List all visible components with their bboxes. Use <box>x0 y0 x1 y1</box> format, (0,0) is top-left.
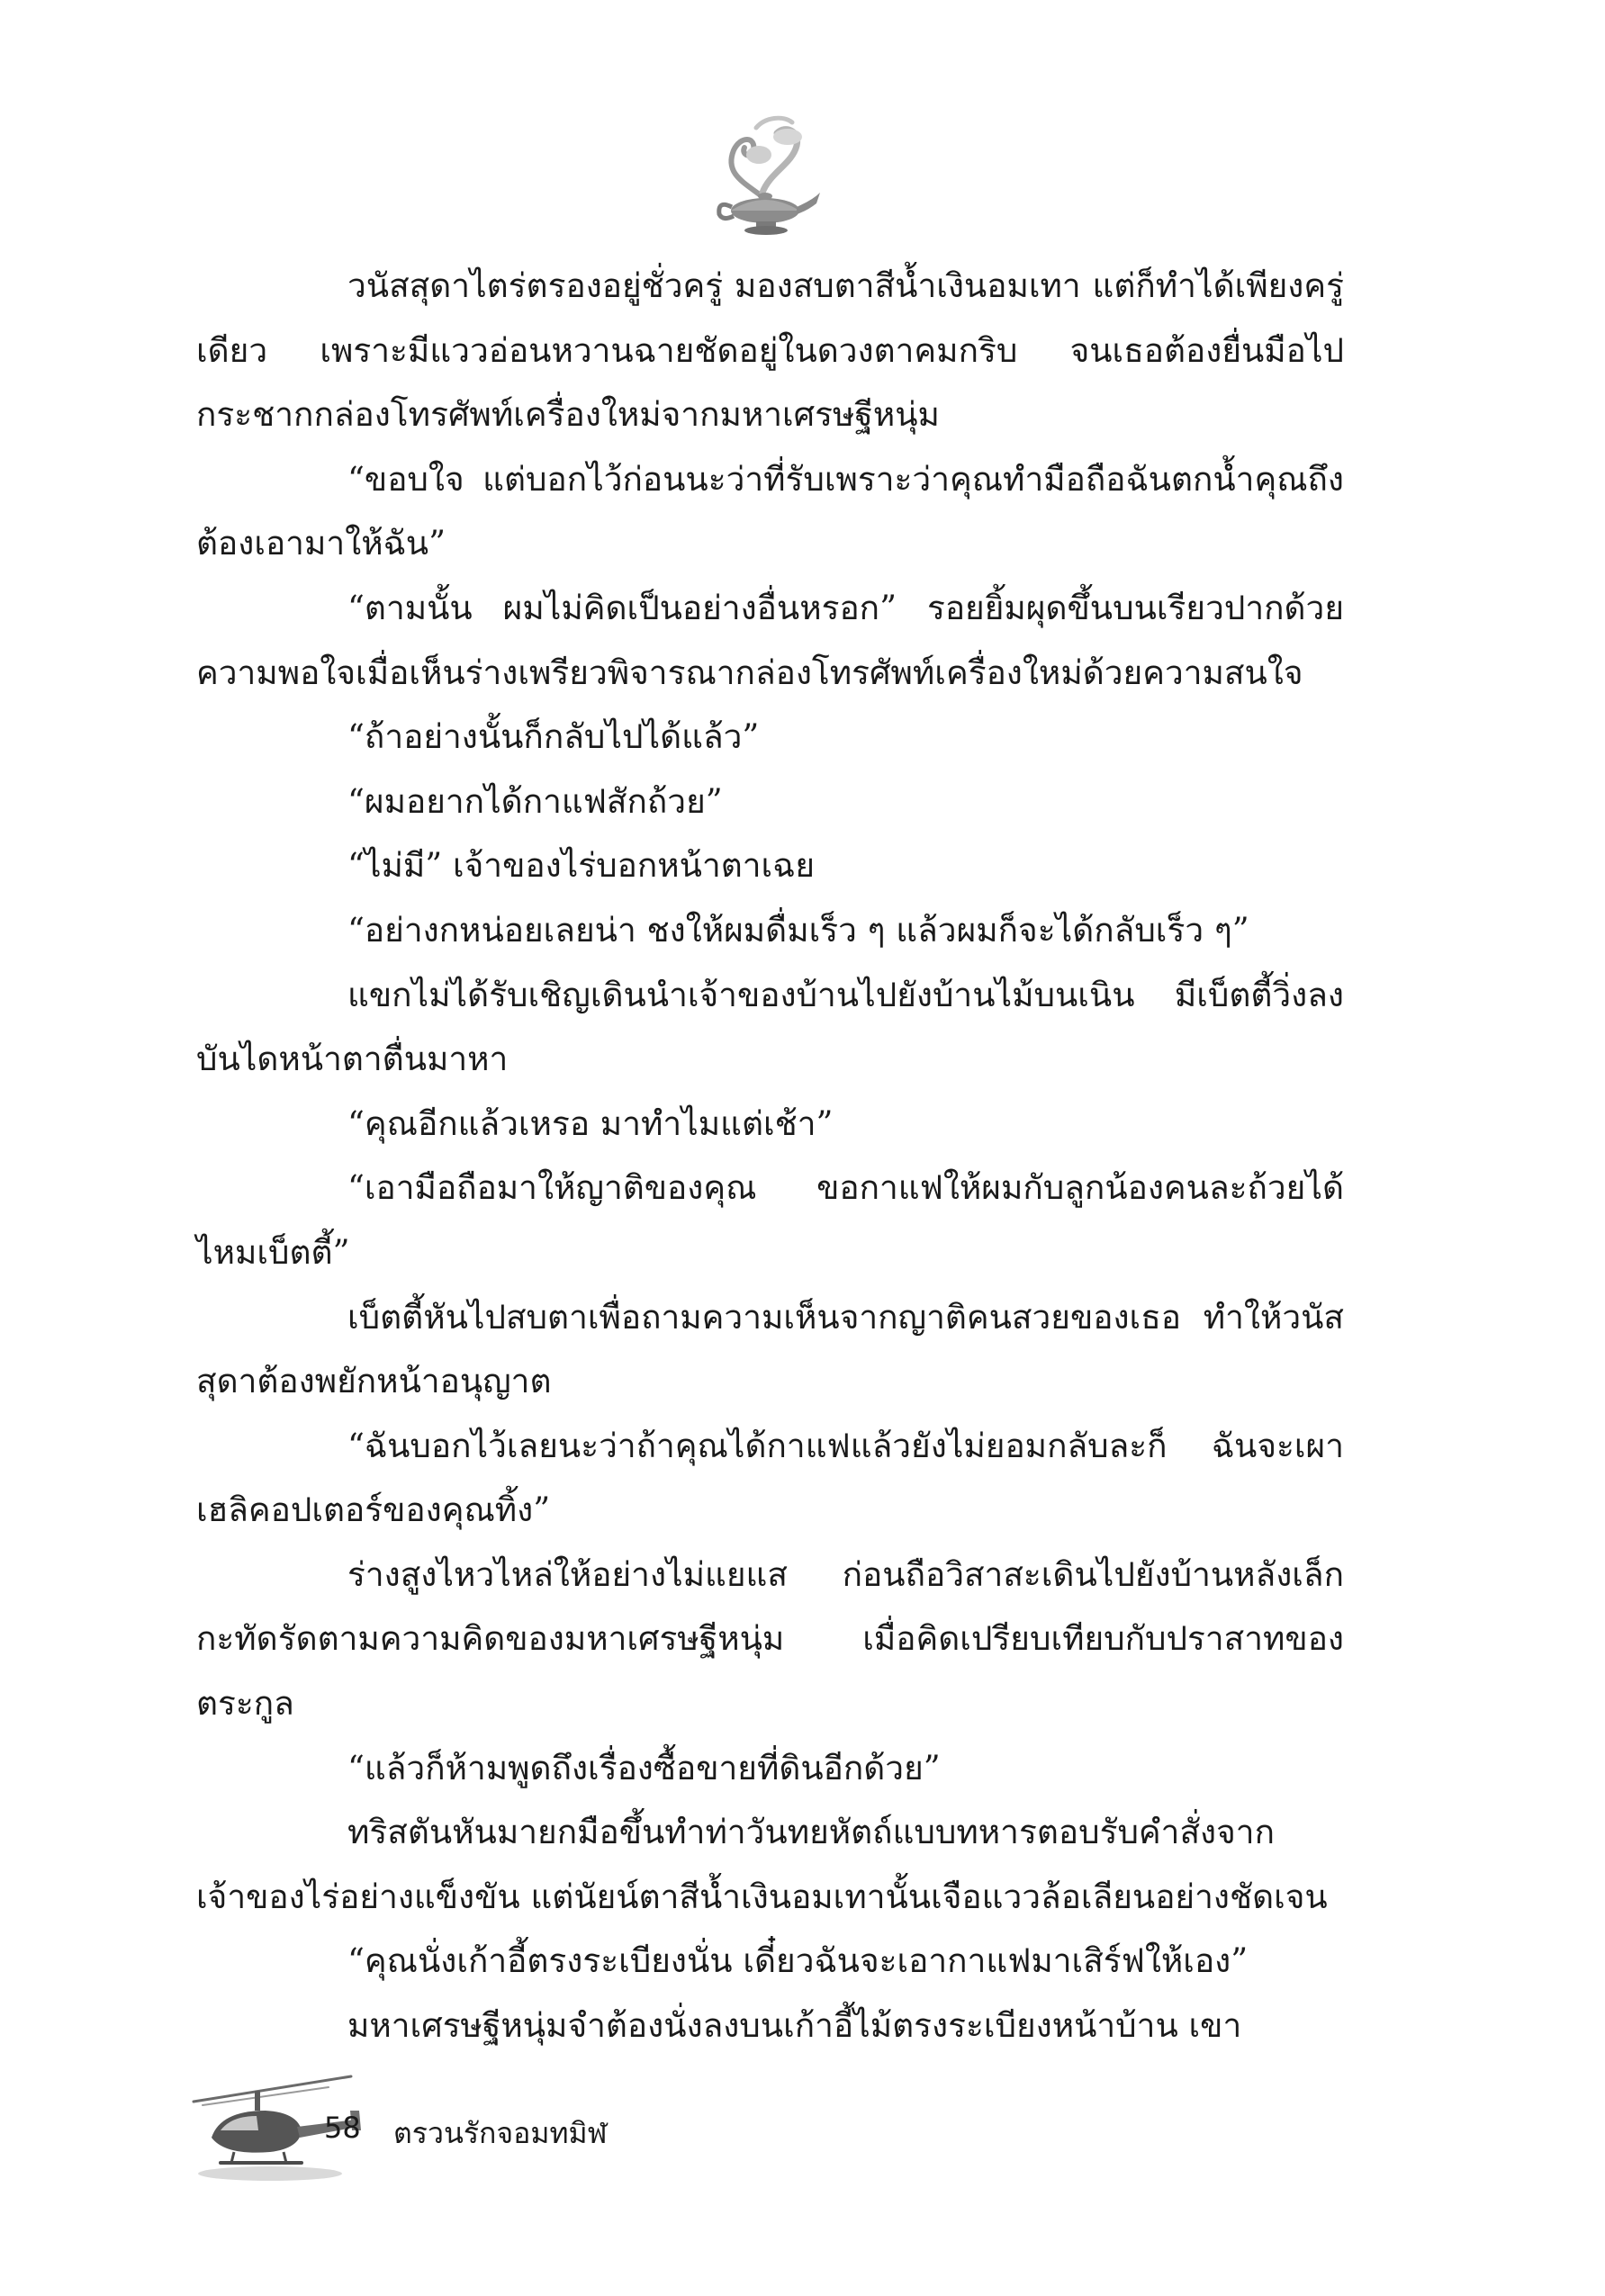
paragraph: วนัสสุดาไตร่ตรองอยู่ชั่วครู่ มองสบตาสีน้ำเงินอมเทา แต่ก็ทำได้เพียงครู่เดียว เพราะมีแววอ่อนหวานฉายชัดอยู่ในดวงตาคมกริบ จนเธอต้องยื่นมือไปกระชากกล่องโทรศัพท์เครื่องใหม่จากมหาเศรษฐีหนุ่ม <box>196 266 1344 435</box>
paragraph: “คุณอีกแล้วเหรอ มาทำไมแต่เช้า” <box>347 1103 834 1143</box>
paragraph: มหาเศรษฐีหนุ่มจำต้องนั่งลงบนเก้าอี้ไม้ตรงระเบียงหน้าบ้าน เขา <box>347 2006 1242 2046</box>
paragraph: “เอามือถือมาให้ญาติของคุณ ขอกาแฟให้ผมกับลูกน้องคนละถ้วยได้ไหมเบ็ตตี้” <box>196 1168 1344 1272</box>
body-text <box>196 254 1344 2058</box>
paragraph: “ตามนั้น ผมไม่คิดเป็นอย่างอื่นหรอก” รอยยิ้มผุดขึ้นบนเรียวปากด้วยความพอใจเมื่อเห็นร่างเพรียวพิจารณากล่องโทรศัพท์เครื่องใหม่ด้วยความสนใจ <box>196 588 1344 692</box>
paragraph: “อย่างกหน่อยเลยน่า ชงให้ผมดื่มเร็ว ๆ แล้วผมก็จะได้กลับเร็ว ๆ” <box>347 910 1249 950</box>
genie-lamp-icon <box>707 110 824 236</box>
paragraph: “ขอบใจ แต่บอกไว้ก่อนนะว่าที่รับเพราะว่าคุณทำมือถือฉันตกน้ำคุณถึงต้องเอามาให้ฉัน” <box>196 459 1344 563</box>
page-footer <box>185 2075 725 2187</box>
page-number: 58 <box>324 2111 361 2145</box>
paragraph: “แล้วก็ห้ามพูดถึงเรื่องซื้อขายที่ดินอีกด้วย” <box>347 1748 941 1787</box>
paragraph: ร่างสูงไหวไหล่ให้อย่างไม่แยแส ก่อนถือวิสาสะเดินไปยังบ้านหลังเล็กกะทัดรัดตามความคิดของมหาเศรษฐีหนุ่ม เมื่อคิดเปรียบเทียบกับปราสาทของตระกูล <box>196 1554 1344 1724</box>
paragraph: “ไม่มี” เจ้าของไร่บอกหน้าตาเฉย <box>347 846 816 886</box>
paragraph: แขกไม่ได้รับเชิญเดินนำเจ้าของบ้านไปยังบ้านไม้บนเนิน มีเบ็ตตี้วิ่งลงบันไดหน้าตาตื่นมาหา <box>196 975 1344 1079</box>
paragraph: “คุณนั่งเก้าอี้ตรงระเบียงนั่น เดี๋ยวฉันจะเอากาแฟมาเสิร์ฟให้เอง” <box>347 1941 1249 1981</box>
paragraph: “ถ้าอย่างนั้นก็กลับไปได้แล้ว” <box>347 717 760 757</box>
paragraph: “ฉันบอกไว้เลยนะว่าถ้าคุณได้กาแฟแล้วยังไม่ยอมกลับละก็ ฉันจะเผาเฮลิคอปเตอร์ของคุณทิ้ง” <box>196 1426 1344 1530</box>
paragraph: “ผมอยากได้กาแฟสักถ้วย” <box>347 781 723 821</box>
paragraph: เบ็ตตี้หันไปสบตาเพื่อถามความเห็นจากญาติคนสวยของเธอ ทำให้วนัสสุดาต้องพยักหน้าอนุญาต <box>196 1297 1344 1401</box>
book-title: ตรวนรักจอมทมิฬ <box>393 2116 608 2150</box>
paragraph: ทริสตันหันมายกมือขึ้นทำท่าวันทยหัตถ์แบบทหารตอบรับคำสั่งจากเจ้าของไร่อย่างแข็งขัน แต่นัยน์ตาสีน้ำเงินอมเทานั้นเจือแววล้อเลียนอย่างชัดเจน <box>196 1813 1328 1916</box>
